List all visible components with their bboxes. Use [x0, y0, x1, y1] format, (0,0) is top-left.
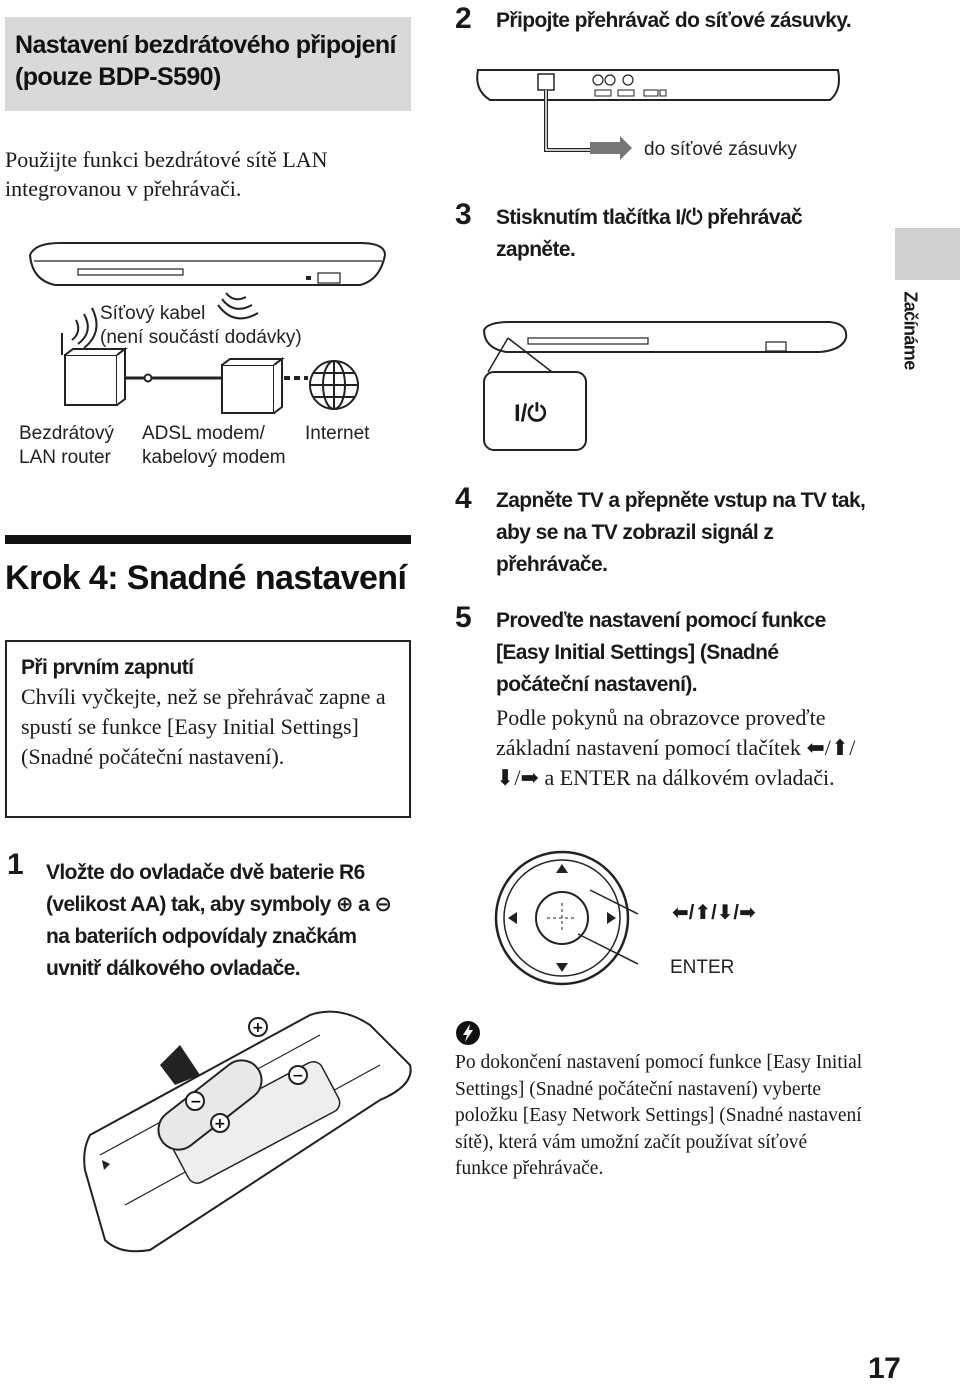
svg-text:−: −	[292, 1068, 304, 1084]
step3-text: Stisknutím tlačítka I/⏻ přehrávač zapněte.	[496, 206, 803, 261]
wireless-signal-icon	[218, 293, 258, 318]
power-button-icon: I/⏻	[514, 400, 547, 427]
arrow-right-icon	[590, 136, 632, 160]
router-label-1: Bezdrátový	[19, 423, 115, 444]
modem-illustration	[222, 359, 282, 413]
cable-label-2: (není součástí dodávky)	[100, 327, 302, 348]
step2-text: Připojte přehrávač do síťové zásuvky.	[496, 9, 852, 32]
side-tab	[895, 228, 960, 280]
player-front-power	[470, 310, 850, 460]
modem-label-1: ADSL modem/	[142, 423, 265, 444]
step1-number: 1	[7, 848, 24, 881]
step4-title: Krok 4: Snadné nastavení	[5, 559, 407, 597]
wireless-heading-box	[5, 17, 411, 111]
section-rule	[5, 535, 411, 544]
tip-text: Po dokončení nastavení pomocí funkce [Easy Initial Settings] (Snadné počáteční nastavení) vyberte položku [Easy Network Settings] (Snadné nastavení sítě), která vám umožní začít používat síťové funkce přehrávače.	[455, 1052, 863, 1179]
svg-text:−: −	[190, 1094, 202, 1110]
page-number: 17	[868, 1352, 901, 1385]
step5-text: Proveďte nastavení pomocí funkce [Easy Initial Settings] (Snadné počáteční nastavení).	[496, 609, 826, 696]
enter-label: ENTER	[670, 957, 735, 978]
outlet-label: do síťové zásuvky	[644, 139, 797, 160]
wireless-heading: Nastavení bezdrátového připojení (pouze BDP-S590)	[15, 31, 396, 91]
step2-number: 2	[455, 2, 472, 35]
step5-body: Podle pokynů na obrazovce proveďte základní nastavení pomocí tlačítek ⬅/⬆/⬇/➡ a ENTER na dálkovém ovladači.	[496, 705, 856, 790]
wireless-signal-icon	[72, 308, 97, 348]
remote-dpad-illustration	[490, 848, 640, 988]
step4-text: Zapněte TV a přepněte vstup na TV tak, aby se na TV zobrazil signál z přehrávače.	[496, 489, 866, 576]
tip-icon	[455, 1020, 481, 1046]
svg-text:+: +	[252, 1020, 264, 1036]
side-tab-label: Začínáme	[900, 291, 921, 370]
arrow-buttons-label: ⬅/⬆/⬇/➡	[672, 902, 756, 924]
step4-number: 4	[455, 482, 472, 515]
wireless-setup-diagram	[0, 225, 440, 415]
step5-number: 5	[455, 601, 472, 634]
first-power-on-note	[5, 640, 411, 818]
step3-number: 3	[455, 198, 472, 231]
remote-battery-illustration	[80, 1005, 420, 1255]
modem-label-2: kabelový modem	[142, 447, 286, 468]
internet-globe-icon	[310, 361, 358, 409]
router-label-2: LAN router	[19, 447, 111, 468]
note-heading: Při prvním zapnutí	[21, 656, 194, 679]
internet-label: Internet	[305, 423, 370, 444]
svg-text:+: +	[214, 1116, 226, 1132]
cable-label-1: Síťový kabel	[100, 303, 206, 324]
wireless-intro: Použijte funkci bezdrátové sítě LAN integrovanou v přehrávači.	[5, 147, 328, 201]
player-illustration	[30, 243, 385, 285]
note-text: Chvíli vyčkejte, než se přehrávač zapne a spustí se funkce [Easy Initial Settings] (Snadné počáteční nastavení).	[21, 684, 386, 769]
step1-text: Vložte do ovladače dvě baterie R6 (velikost AA) tak, aby symboly ⊕ a ⊖ na bateriích odpovídaly značkám uvnitř dálkového ovladače.	[46, 861, 392, 980]
